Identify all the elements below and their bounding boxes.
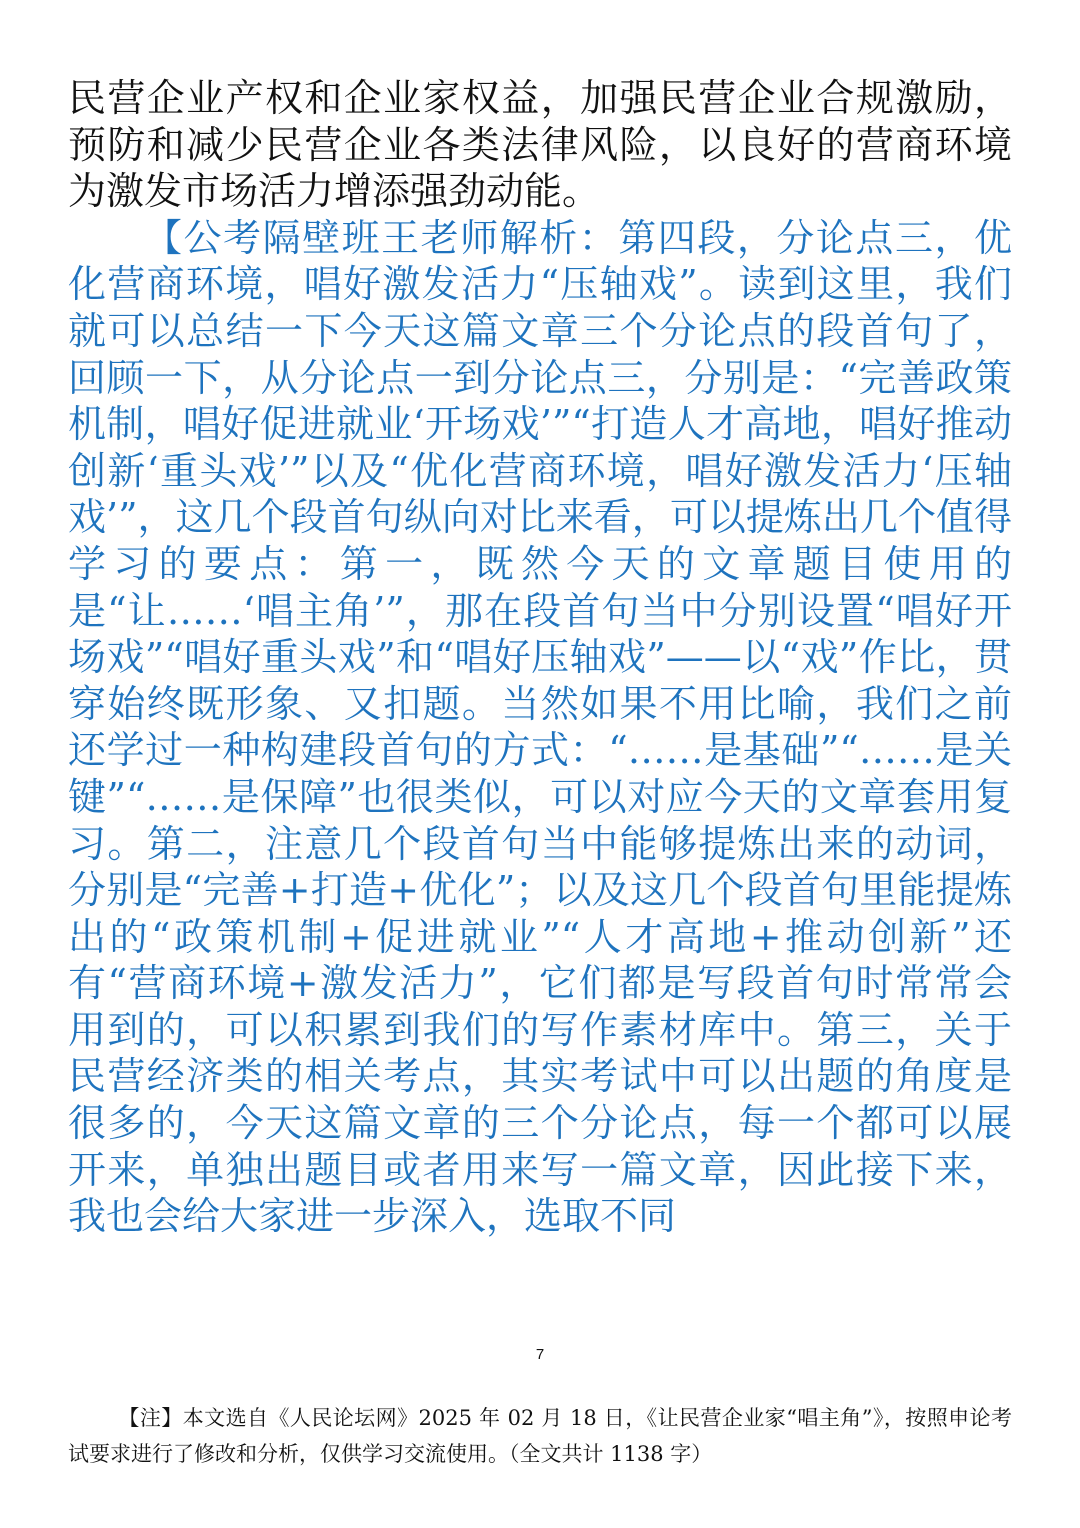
analysis-paragraph: 【公考隔壁班王老师解析：第四段，分论点三，优化营商环境，唱好激发活力“压轴戏”。读到这里，我们就可以总结一下今天这篇文章三个分论点的段首句了，回顾一下，从分论点一到分论点三，分别是：“完善政策机制，唱好促进就业‘开场戏’”“打造人才高地，唱好推动创新‘重头戏’”以及“优化营商环境，唱好激发活力‘压轴戏’”，这几个段首句纵向对比来看，可以提炼出几个值得学习的要点：第一，既然今天的文章题目使用的是“让……‘唱主角’”，那在段首句当中分别设置“唱好开场戏”“唱好重头戏”和“唱好压轴戏”——以“戏”作比，贯穿始终既形象、又扣题。当然如果不用比喻，我们之前还学过一种构建段首句的方式：“……是基础”“……是关键”“……是保障”也很类似，可以对应今天的文章套用复习。第二，注意几个段首句当中能够提炼出来的动词，分别是“完善+打造+优化”；以及这几个段首句里能提炼出的“政策机制+促进就业”“人才高地+推动创新”还有“营商环境+激发活力”，它们都是写段首句时常常会用到的，可以积累到我们的写作素材库中。第三，关于民营经济类的相关考点，其实考试中可以出题的角度是很多的，今天这篇文章的三个分论点，每一个都可以展开来，单独出题目或者用来写一篇文章，因此接下来，我也会给大家进一步深入，选取不同 (68, 215, 1012, 1239)
document-body (68, 75, 1012, 1240)
page-number: 7 (535, 1346, 545, 1363)
continuation-paragraph: 民营企业产权和企业家权益，加强民营企业合规激励，预防和减少民营企业各类法律风险，以良好的营商环境为激发市场活力增添强劲动能。 (68, 76, 1012, 214)
source-footnote: 【注】本文选自《人民论坛网》2025 年 02 月 18 日，《让民营企业家“唱主角”》，按照申论考试要求进行了修改和分析，仅供学习交流使用。（全文共计 1138 字） (68, 1406, 1012, 1466)
